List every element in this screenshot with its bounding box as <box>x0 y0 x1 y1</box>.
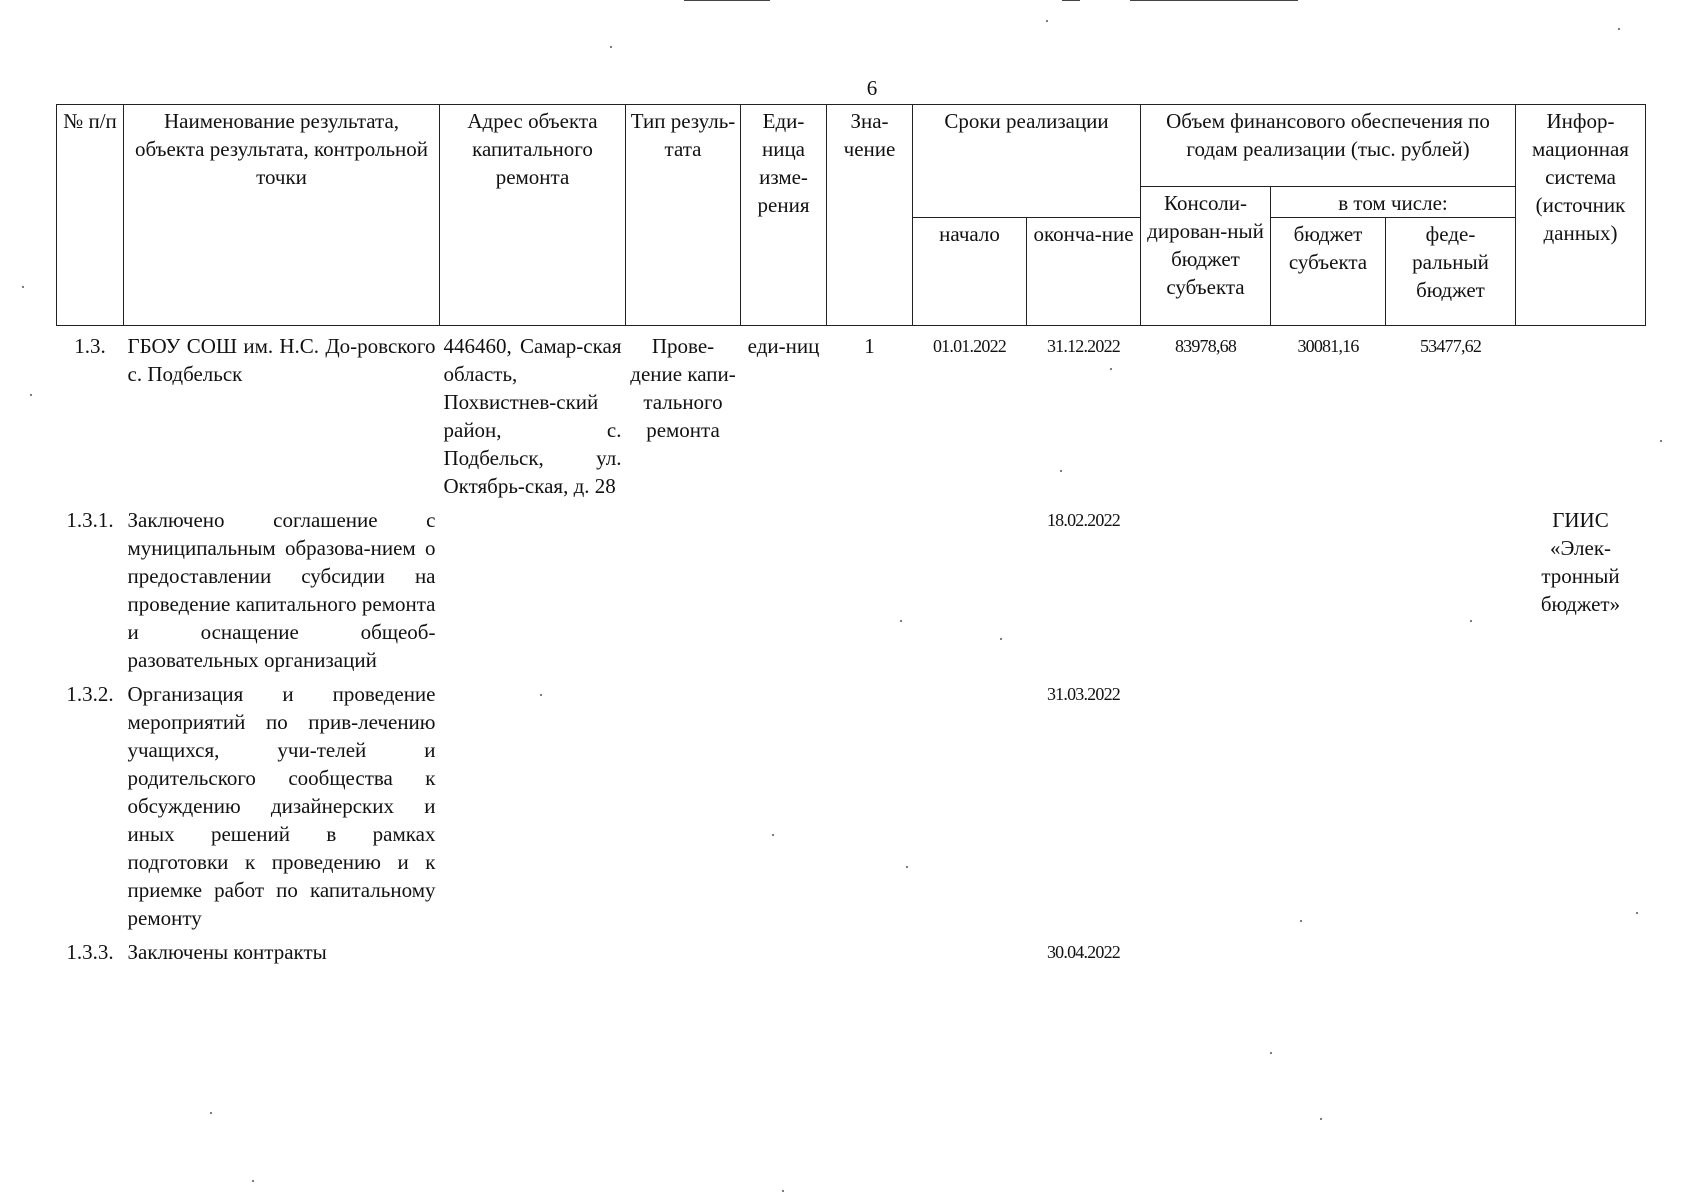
row-federal-budget <box>1386 500 1516 674</box>
row-unit <box>741 674 827 932</box>
row-type <box>626 932 741 966</box>
table-row <box>57 500 1646 674</box>
header-end: оконча-ние <box>1027 218 1141 326</box>
page-number: 6 <box>866 76 878 100</box>
scan-speck <box>1110 368 1112 370</box>
scan-edge-line <box>684 0 770 1</box>
header-info-system: Инфор-мационная система (источник данных) <box>1516 105 1646 326</box>
table-header <box>57 105 1646 326</box>
row-unit: еди-ниц <box>747 334 820 358</box>
row-start <box>913 674 1027 932</box>
scan-speck <box>1660 440 1662 442</box>
row-end: 31.03.2022 <box>1046 684 1120 704</box>
row-value <box>827 674 913 932</box>
row-name: Заключено соглашение с муниципальным образова-нием о предоставлении субсидии на проведение капитального ремонта и оснащение общеоб-разовательных организаций <box>127 508 436 672</box>
row-end: 18.02.2022 <box>1046 510 1120 530</box>
scan-speck <box>1470 620 1472 622</box>
header-federal-budget: феде-ральный бюджет <box>1386 218 1516 326</box>
row-num: 1.3.1. <box>66 508 114 532</box>
scan-speck <box>610 46 612 48</box>
row-end: 31.12.2022 <box>1046 336 1120 356</box>
row-federal-budget: 53477,62 <box>1419 336 1482 356</box>
scan-speck <box>782 1190 784 1192</box>
scan-speck <box>1618 28 1620 30</box>
scan-speck <box>906 866 908 868</box>
row-name: Организация и проведение мероприятий по прив-лечению учащихся, учи-телей и родительского сообщества к обсуждению дизайнерских и иных решений в рамках подготовки к проведению и к приемке работ по капитальному ремонту <box>127 682 436 930</box>
row-num: 1.3. <box>74 334 106 358</box>
header-unit: Еди-ница изме-рения <box>741 105 827 326</box>
table-row <box>57 932 1646 966</box>
row-federal-budget <box>1386 674 1516 932</box>
scan-speck <box>30 394 32 396</box>
scan-edge-line <box>1186 0 1298 1</box>
row-end: 30.04.2022 <box>1046 942 1120 962</box>
row-value <box>827 932 913 966</box>
scan-speck <box>1320 1118 1322 1120</box>
row-unit <box>741 932 827 966</box>
scan-speck <box>900 620 902 622</box>
row-start <box>913 932 1027 966</box>
scan-speck <box>540 694 542 696</box>
row-consolidated <box>1141 674 1271 932</box>
scan-speck <box>252 1180 254 1182</box>
scan-speck <box>1000 638 1002 640</box>
row-start: 01.01.2022 <box>932 336 1006 356</box>
row-value <box>827 500 913 674</box>
scan-speck <box>1636 912 1638 914</box>
header-including: в том числе: <box>1271 187 1516 218</box>
row-address <box>440 932 626 966</box>
row-consolidated <box>1141 932 1271 966</box>
scan-speck <box>210 1112 212 1114</box>
row-subject-budget <box>1271 932 1386 966</box>
row-info-system <box>1516 932 1646 966</box>
row-unit <box>741 500 827 674</box>
scan-edge-line <box>1062 0 1080 1</box>
results-table <box>56 104 1646 966</box>
table-row <box>57 326 1646 501</box>
header-subject-budget: бюджет субъекта <box>1271 218 1386 326</box>
scan-speck <box>1060 470 1062 472</box>
row-address: 446460, Самар-ская область, Похвистнев-ский район, с. Подбельск, ул. Октябрь-ская, д. 28 <box>443 334 622 498</box>
header-value: Зна-чение <box>827 105 913 326</box>
row-type <box>626 500 741 674</box>
row-value: 1 <box>864 334 875 358</box>
scan-speck <box>1270 1052 1272 1054</box>
row-consolidated: 83978,68 <box>1174 336 1237 356</box>
row-start <box>913 500 1027 674</box>
header-consolidated: Консоли-дирован-ный бюджет субъекта <box>1141 187 1271 326</box>
scan-speck <box>772 834 774 836</box>
row-info-system: ГИИС «Элек-тронный бюджет» <box>1540 508 1621 616</box>
row-type <box>626 674 741 932</box>
header-num: № п/п <box>57 105 124 326</box>
header-terms: Сроки реализации <box>913 105 1141 218</box>
row-consolidated <box>1141 500 1271 674</box>
row-subject-budget <box>1271 500 1386 674</box>
header-address: Адрес объекта капитального ремонта <box>440 105 626 326</box>
scan-speck <box>1046 20 1048 22</box>
row-subject-budget: 30081,16 <box>1297 336 1359 356</box>
row-info-system <box>1516 674 1646 932</box>
row-num: 1.3.3. <box>66 940 114 964</box>
row-address <box>440 500 626 674</box>
header-name: Наименование результата, объекта результата, контрольной точки <box>124 105 440 326</box>
header-start: начало <box>913 218 1027 326</box>
row-address <box>440 674 626 932</box>
row-name: Заключены контракты <box>127 940 327 964</box>
header-type: Тип резуль-тата <box>626 105 741 326</box>
scan-speck <box>1300 920 1302 922</box>
header-finance: Объем финансового обеспечения по годам реализации (тыс. рублей) <box>1141 105 1516 187</box>
table-row <box>57 674 1646 932</box>
table-body <box>57 326 1646 967</box>
row-subject-budget <box>1271 674 1386 932</box>
row-info-system <box>1516 326 1646 501</box>
scan-speck <box>22 286 24 288</box>
row-name: ГБОУ СОШ им. Н.С. До-ровского с. Подбельск <box>127 334 436 386</box>
row-federal-budget <box>1386 932 1516 966</box>
row-type: Прове-дение капи-тального ремонта <box>630 334 736 442</box>
row-num: 1.3.2. <box>66 682 114 706</box>
